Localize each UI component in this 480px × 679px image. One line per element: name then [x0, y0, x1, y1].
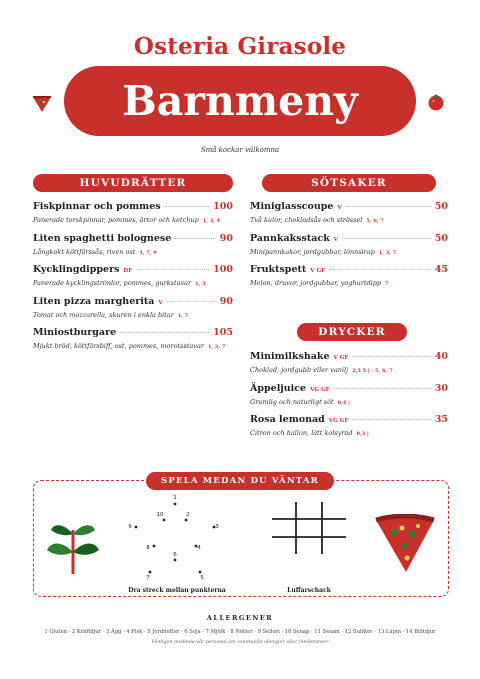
restaurant-name: Osteria Girasole	[133, 33, 347, 60]
menu-item	[250, 201, 448, 224]
item-price: 90	[219, 295, 233, 307]
dietary-tag: V	[337, 205, 342, 211]
menu-item	[33, 264, 233, 287]
dietary-tag: VG GF	[328, 418, 349, 424]
item-description-text: Melon, druvor, jordgubbar, yoghurtdipp	[250, 279, 382, 287]
item-description-text: Panerade torskpinnar, pommes, ärtor och ketchup	[33, 216, 199, 224]
dietary-tag: V	[158, 299, 163, 306]
dot-point[interactable]	[153, 545, 156, 548]
item-description-text: Långkokt köttfärssås, riven ost	[33, 247, 136, 256]
item-price: 30	[434, 382, 448, 394]
item-name: Fiskpinnar och pommes	[33, 201, 161, 212]
dot-leader	[329, 269, 431, 270]
dot-leader	[342, 238, 431, 239]
item-description-text: Grumlig och naturligt söt	[250, 397, 334, 406]
item-description	[33, 216, 233, 224]
item-description	[33, 342, 233, 350]
dot-point[interactable]	[185, 519, 188, 522]
item-description-text: Tomat och mozzarella, skuren i enkla bitar	[33, 310, 174, 319]
dietary-tag: VG GF	[310, 386, 330, 393]
dietary-tag: DF	[123, 268, 133, 274]
item-name: Pannkaksstack	[250, 232, 330, 244]
dot-leader	[136, 269, 209, 270]
dot-leader	[352, 356, 430, 357]
menu-item	[33, 327, 233, 350]
dot-leader	[120, 332, 209, 333]
item-description	[250, 398, 448, 406]
item-price: 100	[213, 264, 233, 275]
item-name: Fruktspett	[250, 264, 307, 275]
allergens-heading: ALLERGENER	[206, 614, 274, 622]
item-allergens: 1, 3, 7	[378, 249, 397, 256]
item-name: Liten pizza margherita	[33, 295, 155, 307]
game-title: SPELA MEDAN DU VÄNTAR	[146, 472, 334, 490]
item-allergens: 2,3 5 | - 5, 6, 7	[352, 368, 393, 374]
dot-leader	[334, 388, 431, 389]
dot-number: 6	[173, 552, 177, 558]
dot-number: 8	[146, 545, 150, 551]
tagline: Små kockar välkomna	[200, 146, 280, 154]
dot-leader	[167, 301, 216, 302]
dot-leader	[352, 419, 430, 420]
dot-point[interactable]	[174, 559, 177, 562]
item-price: 90	[219, 232, 233, 244]
item-description-text: Citron och hallon, lätt kolsyrad	[250, 429, 353, 437]
section-title-dessert: SÖTSAKER	[262, 174, 436, 192]
menu-title: Barnmeny	[122, 77, 358, 125]
item-description	[33, 248, 233, 256]
item-price: 40	[434, 351, 448, 362]
item-allergens: 0,4 |	[337, 399, 350, 406]
pizza-slice-icon	[32, 94, 52, 114]
dietary-tag: V GF	[310, 268, 326, 274]
tic-tac-toe-grid[interactable]	[270, 500, 348, 556]
allergens-list: 1 Gluten · 2 Kräftdjur · 3 Ägg · 4 Fisk · 5 Jordnötter · 6 Soja · 7 Mjölk · 8 Nötter · 9 Selleri · 10 Senap · 11 Sesam · 12 Sulfiter · 13 Lupin · 14 Blötdjur	[44, 629, 436, 635]
item-allergens: 1, 3, 7	[207, 344, 226, 350]
item-allergens: 1, 7	[177, 312, 189, 319]
item-name: Minimilkshake	[250, 351, 330, 362]
item-price: 45	[434, 264, 448, 275]
item-description	[250, 279, 448, 287]
item-description-text: Panerade kycklingstrimlor, pommes, gurkstavar	[33, 279, 192, 287]
item-allergens: 1, 7, 9	[139, 249, 157, 256]
dot-point[interactable]	[163, 519, 166, 522]
menu-item	[33, 233, 233, 256]
item-description-text: Två kulor, chokladsås och strössel	[250, 216, 363, 224]
item-allergens: 7	[385, 281, 389, 287]
item-allergens: 1, 3, 4	[202, 218, 221, 224]
menu-item	[250, 264, 448, 287]
menu-item	[250, 351, 448, 374]
dot-leader	[346, 206, 431, 207]
dietary-tag: V	[333, 236, 339, 243]
item-allergens: 0,3 |	[356, 431, 369, 437]
allergens-note: Vänligen meddela vår personal om eventuella allergier eller intoleranser	[151, 640, 329, 645]
item-description-text: Mjukt bröd, köttfärsbiff, ost, pommes, morotsstavar	[33, 342, 204, 350]
item-description-text: Minipannkakor, jordgubbar, lönnsirap	[250, 247, 375, 256]
item-price: 50	[434, 232, 448, 244]
item-name: Äppeljuice	[250, 382, 307, 394]
menu-item	[250, 233, 448, 256]
item-price: 50	[434, 201, 448, 212]
item-description	[250, 429, 448, 437]
dot-point[interactable]	[149, 571, 152, 574]
menu-item	[250, 414, 448, 437]
item-price: 35	[434, 414, 448, 425]
item-description	[33, 311, 233, 319]
dot-leader	[165, 206, 210, 207]
basil-icon	[45, 512, 101, 578]
item-name: Miniostburgare	[33, 327, 117, 338]
item-price: 100	[213, 201, 233, 212]
item-name: Kycklingdippers	[33, 264, 120, 275]
tic-tac-toe-caption: Luffarschack	[287, 587, 331, 594]
item-allergens: 5, 6, 7	[366, 218, 384, 224]
item-description	[250, 366, 448, 374]
dot-number: 9	[128, 524, 132, 530]
dot-leader	[175, 238, 215, 239]
dot-number: 7	[146, 575, 150, 580]
section-title-main: HUVUDRÄTTER	[33, 174, 233, 192]
dot-point[interactable]	[199, 571, 202, 574]
item-description	[250, 216, 448, 224]
item-name: Liten spaghetti bolognese	[33, 232, 172, 244]
item-name: Rosa lemonad	[250, 414, 325, 425]
item-description-text: Choklad, jordgubb eller vanilj	[250, 366, 349, 374]
section-title-drinks: DRYCKER	[297, 323, 407, 341]
dot-number: 10	[156, 512, 164, 518]
menu-item	[33, 201, 233, 224]
dot-point[interactable]	[174, 503, 177, 506]
item-name: Miniglasscoupe	[250, 201, 334, 212]
item-description	[33, 279, 233, 287]
item-allergens: 1, 3	[195, 281, 206, 287]
item-price: 105	[213, 327, 233, 338]
menu-item	[250, 383, 448, 406]
dot-number: 4	[197, 545, 201, 551]
pizza-slice-large-icon	[374, 514, 436, 576]
menu-item	[33, 296, 233, 319]
tomato-icon	[426, 92, 446, 112]
item-description	[250, 248, 448, 256]
dot-point[interactable]	[135, 526, 138, 529]
dot-to-dot-caption: Dra streck mellan punkterna	[128, 587, 226, 594]
dot-to-dot-puzzle[interactable]	[128, 494, 224, 580]
dot-number: 5	[200, 575, 204, 580]
dot-number: 3	[215, 524, 219, 530]
dot-number: 2	[186, 512, 190, 518]
dietary-tag: V GF	[333, 355, 349, 361]
dot-number: 1	[173, 495, 177, 501]
